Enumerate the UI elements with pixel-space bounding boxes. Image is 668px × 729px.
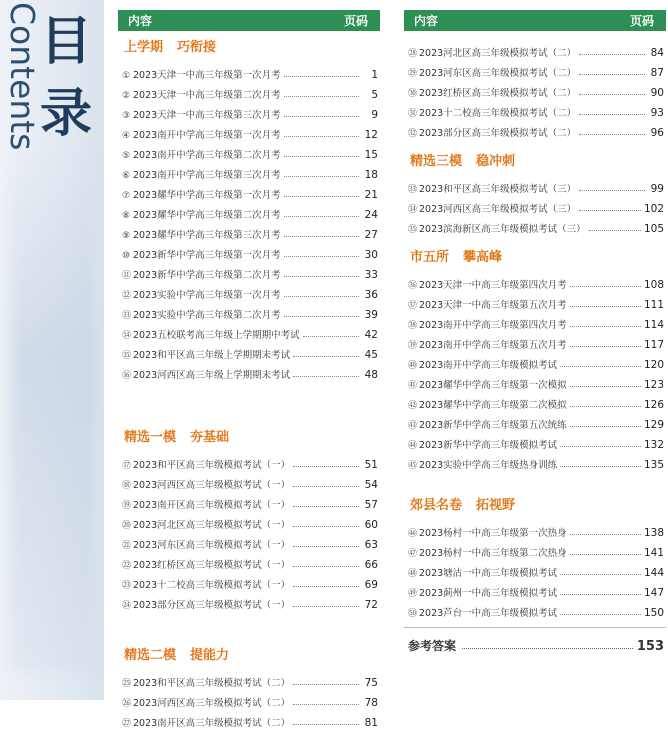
entry-number: ㊷ [408,401,418,411]
entry-number: ⑥ [122,171,131,181]
section-title [118,429,380,447]
entry-page: 132 [643,439,664,451]
entry-title: 2023耀华中学高三年级第二次月考 [133,210,281,221]
entry-number: ⑧ [122,211,131,221]
entry-number: ㉟ [408,225,418,235]
leader-dots [284,235,359,237]
entry-title: 2023新华中学高三年级第一次月考 [133,250,281,261]
toc-entry[interactable] [404,311,666,331]
toc-list [404,39,666,139]
entry-title: 2023新华中学高三年级第五次统练 [419,420,567,431]
entry-page: 51 [364,459,378,471]
entry-page: 69 [364,579,378,591]
entry-title: 2023天津一中高三年级第一次月考 [133,70,281,81]
leader-dots [284,275,359,277]
entry-title: 2023五校联考高三年级上学期期中考试 [133,330,300,341]
toc-entry[interactable] [404,599,666,619]
entry-number: ⑩ [122,251,131,261]
entry-title: 2023部分区高三年级模拟考试（二） [419,128,577,139]
entry-number: ㊻ [408,529,418,539]
entry-title: 2023河北区高三年级模拟考试（一） [133,520,291,531]
toc-entry[interactable] [118,591,380,611]
entry-page: 63 [364,539,378,551]
entry-page: 66 [364,559,378,571]
leader-dots [284,115,359,117]
entry-title: 2023塘沽一中高三年级模拟考试 [419,568,558,579]
answer-label: 参考答案 [408,639,457,653]
header-page-label: 页码 [629,14,654,28]
entry-page: 96 [650,127,664,139]
toc-entry[interactable] [118,61,380,81]
entry-page: 39 [364,309,378,321]
entry-number: ㉓ [122,581,132,591]
entry-number: ⑤ [122,151,131,161]
entry-page: 9 [371,109,378,121]
entry-title: 2023耀华中学高三年级第一次月考 [133,190,281,201]
leader-dots [560,613,641,615]
entry-page: 84 [650,47,664,59]
leader-dots [284,95,359,97]
entry-title: 2023河东区高三年级模拟考试（一） [133,540,291,551]
side-decoration [10,150,95,670]
entry-title: 2023实验中学高三年级第一次月考 [133,290,281,301]
section-title [404,249,666,267]
section-title-sub: 巧衔接 [177,40,217,55]
toc-list [118,61,380,381]
entry-title: 2023红桥区高三年级模拟考试（二） [419,88,577,99]
entry-page: 99 [650,183,664,195]
entry-number: ⑪ [122,271,132,281]
leader-dots [570,405,641,407]
entry-number: ㉘ [408,49,418,59]
entry-page: 21 [364,189,378,201]
section-title [118,39,380,57]
toc-column-right [404,10,666,654]
leader-dots [284,315,359,317]
entry-number: ① [122,71,131,81]
entry-number: ㊺ [408,461,418,471]
entry-title: 2023和平区高三年级上学期期末考试 [133,350,291,361]
entry-title: 2023芦台一中高三年级模拟考试 [419,608,558,619]
leader-dots [293,723,359,725]
entry-number: ㉑ [122,541,132,551]
toc-entry[interactable] [404,215,666,235]
entry-number: ㊳ [408,321,418,331]
toc-entry[interactable] [404,291,666,311]
answer-page: 153 [636,639,664,654]
header-page-label: 页码 [343,14,368,28]
leader-dots [284,175,359,177]
entry-number: ㉕ [122,679,132,689]
leader-dots [293,545,359,547]
entry-number: ㊿ [408,609,418,619]
entry-number: ⑲ [122,501,132,511]
toc-entry[interactable] [118,301,380,321]
entry-title: 2023耀华中学高三年级第三次月考 [133,230,281,241]
entry-title: 2023河西区高三年级模拟考试（一） [133,480,291,491]
entry-page: 5 [371,89,378,101]
entry-page: 81 [364,717,378,729]
entry-page: 90 [650,87,664,99]
entry-title: 2023杨村一中高三年级第二次热身 [419,548,567,559]
section-title-sub: 夯基础 [190,430,230,445]
entry-page: 108 [643,279,664,291]
toc-entry[interactable] [404,79,666,99]
entry-number: ㉙ [408,69,418,79]
entry-title: 2023天津一中高三年级第五次月考 [419,300,567,311]
leader-dots [570,385,641,387]
leader-dots [570,425,641,427]
entry-title: 2023滨海新区高三年级模拟考试（三） [419,224,586,235]
entry-number: ⑬ [122,311,132,321]
entry-page: 27 [364,229,378,241]
entry-page: 15 [364,149,378,161]
leader-dots [560,593,641,595]
toc-entry[interactable] [404,331,666,351]
entry-number: ⑭ [122,331,132,341]
leader-dots [293,485,359,487]
entry-page: 123 [643,379,664,391]
divider [404,627,666,628]
entry-title: 2023部分区高三年级模拟考试（一） [133,600,291,611]
entry-title: 2023河东区高三年级模拟考试（二） [419,68,577,79]
toc-entry[interactable] [404,271,666,291]
toc-entry[interactable] [118,281,380,301]
entry-page: 24 [364,209,378,221]
toc-entry[interactable] [118,201,380,221]
leader-dots [284,215,359,217]
entry-title: 2023和平区高三年级模拟考试（三） [419,184,577,195]
toc-entry[interactable] [118,669,380,689]
entry-title: 2023十二校高三年级模拟考试（一） [133,580,291,591]
toc-entry[interactable] [118,81,380,101]
entry-number: ㉔ [122,601,132,611]
toc-entry[interactable] [404,59,666,79]
contents-label: Contents [3,2,42,151]
entry-title: 2023天津一中高三年级第三次月考 [133,110,281,121]
entry-title: 2023南开中学高三年级第三次月考 [133,170,281,181]
entry-page: 60 [364,519,378,531]
page-title [36,6,96,150]
toc-column-left [118,10,380,729]
entry-page: 42 [364,329,378,341]
entry-page: 78 [364,697,378,709]
entry-number: ③ [122,111,131,121]
section-title-sub: 攀高峰 [463,250,503,265]
toc-list [404,175,666,235]
entry-number: ⑫ [122,291,132,301]
toc-entry[interactable] [404,351,666,371]
toc-entry[interactable] [118,221,380,241]
section-title-main: 郊县名卷 [410,498,463,513]
entry-page: 75 [364,677,378,689]
leader-dots [570,305,641,307]
leader-dots [284,295,359,297]
entry-number: ㊴ [408,341,418,351]
entry-page: 93 [650,107,664,119]
entry-number: ㉒ [122,561,132,571]
toc-entry[interactable] [118,689,380,709]
entry-number: ㉞ [408,205,418,215]
leader-dots [284,155,359,157]
leader-dots [284,195,359,197]
entry-title: 2023新华中学高三年级模拟考试 [419,440,558,451]
toc-entry[interactable] [118,141,380,161]
leader-dots [284,135,359,137]
toc-entry[interactable] [118,261,380,281]
entry-page: 87 [650,67,664,79]
toc-entry[interactable] [118,241,380,261]
entry-page: 57 [364,499,378,511]
leader-dots [579,113,645,115]
side-banner [0,0,104,700]
entry-number: ㊹ [408,441,418,451]
section-title-main: 市五所 [410,250,450,265]
section-title [404,497,666,515]
leader-dots [570,345,641,347]
entry-page: 12 [364,129,378,141]
entry-number: ㊽ [408,569,418,579]
toc-entry[interactable] [118,551,380,571]
leader-dots [579,189,645,191]
section-title [404,153,666,171]
entry-title: 2023河西区高三年级模拟考试（三） [419,204,577,215]
toc-entry[interactable] [404,175,666,195]
toc-entry[interactable] [118,451,380,471]
leader-dots [579,53,645,55]
entry-title: 2023十二校高三年级模拟考试（二） [419,108,577,119]
entry-title: 2023天津一中高三年级第四次月考 [419,280,567,291]
toc-entry[interactable] [118,571,380,591]
entry-number: ㊶ [408,381,418,391]
leader-dots [560,445,641,447]
toc-entry[interactable] [118,511,380,531]
entry-title: 2023河北区高三年级模拟考试（二） [419,48,577,59]
leader-dots [560,365,641,367]
entry-number: ㊾ [408,589,418,599]
entry-title: 2023红桥区高三年级模拟考试（一） [133,560,291,571]
entry-number: ② [122,91,131,101]
entry-title: 2023南开中学高三年级模拟考试 [419,360,558,371]
entry-page: 114 [643,319,664,331]
entry-number: ㊸ [408,421,418,431]
entry-title: 2023南开中学高三年级第一次月考 [133,130,281,141]
leader-dots [570,285,641,287]
leader-dots [579,73,645,75]
entry-title: 2023新华中学高三年级第二次月考 [133,270,281,281]
entry-page: 111 [643,299,664,311]
entry-title: 2023河西区高三年级上学期期末考试 [133,370,291,381]
entry-number: ⑦ [122,191,131,201]
entry-number: ⑳ [122,521,132,531]
toc-entry[interactable] [118,491,380,511]
entry-title: 2023南开中学高三年级第四次月考 [419,320,567,331]
section-title-sub: 稳冲刺 [476,154,516,169]
entry-title: 2023南开区高三年级模拟考试（二） [133,718,291,729]
entry-page: 48 [364,369,378,381]
toc-entry[interactable] [118,161,380,181]
entry-page: 33 [364,269,378,281]
leader-dots [293,565,359,567]
entry-number: ㉗ [122,719,132,729]
toc-entry[interactable] [118,709,380,729]
section-title-main: 精选二模 [124,648,177,663]
leader-dots [284,255,359,257]
toc-entry[interactable] [404,411,666,431]
toc-entry[interactable] [404,519,666,539]
section-title-main: 精选一模 [124,430,177,445]
entry-page: 135 [643,459,664,471]
toc-entry[interactable] [118,181,380,201]
entry-title: 2023耀华中学高三年级第一次模拟 [419,380,567,391]
entry-title: 2023天津一中高三年级第二次月考 [133,90,281,101]
entry-number: ⑮ [122,351,132,361]
section-title-sub: 提能力 [190,648,230,663]
entry-title: 2023蓟州一中高三年级模拟考试 [419,588,558,599]
entry-title: 2023和平区高三年级模拟考试（二） [133,678,291,689]
entry-number: ㊵ [408,361,418,371]
entry-page: 144 [643,567,664,579]
entry-page: 150 [643,607,664,619]
entry-page: 105 [643,223,664,235]
entry-page: 72 [364,599,378,611]
header-content-label: 内容 [414,14,439,28]
entry-number: ㉜ [408,129,418,139]
leader-dots [570,553,641,555]
entry-title: 2023和平区高三年级模拟考试（一） [133,460,291,471]
toc-entry[interactable] [404,371,666,391]
toc-list [118,451,380,611]
entry-page: 147 [643,587,664,599]
leader-dots [293,505,359,507]
entry-page: 102 [643,203,664,215]
entry-page: 129 [643,419,664,431]
entry-number: ㉛ [408,109,418,119]
section-title [118,647,380,665]
entry-number: ㉝ [408,185,418,195]
toc-entry[interactable] [404,99,666,119]
leader-dots [293,585,359,587]
page-title-char-2: 录 [39,84,92,144]
leader-dots [462,648,633,649]
entry-page: 54 [364,479,378,491]
leader-dots [293,605,359,607]
entry-number: ㊲ [408,301,418,311]
leader-dots [579,133,645,135]
toc-entry[interactable] [118,341,380,361]
entry-page: 18 [364,169,378,181]
leader-dots [293,465,359,467]
toc-entry[interactable] [404,195,666,215]
toc-entry[interactable] [118,361,380,381]
entry-number: ④ [122,131,131,141]
entry-title: 2023河西区高三年级模拟考试（二） [133,698,291,709]
leader-dots [570,325,641,327]
entry-title: 2023实验中学高三年级热身训练 [419,460,558,471]
entry-page: 36 [364,289,378,301]
entry-title: 2023耀华中学高三年级第二次模拟 [419,400,567,411]
leader-dots [579,209,641,211]
entry-number: ㉚ [408,89,418,99]
toc-list [118,669,380,729]
toc-entry[interactable] [118,121,380,141]
entry-page: 30 [364,249,378,261]
entry-number: ⑨ [122,231,131,241]
toc-entry-answers[interactable] [404,632,666,654]
leader-dots [293,525,359,527]
leader-dots [560,465,641,467]
leader-dots [284,75,359,77]
leader-dots [293,683,359,685]
entry-page: 126 [643,399,664,411]
entry-page: 1 [371,69,378,81]
toc-list [404,271,666,471]
entry-title: 2023杨村一中高三年级第一次热身 [419,528,567,539]
section-title-main: 上学期 [124,40,164,55]
entry-page: 117 [643,339,664,351]
toc-entry[interactable] [118,531,380,551]
toc-list [404,519,666,619]
entry-page: 120 [643,359,664,371]
entry-page: 141 [643,547,664,559]
toc-entry[interactable] [404,39,666,59]
page-title-char-1: 目 [39,12,92,72]
toc-entry[interactable] [404,579,666,599]
toc-entry[interactable] [404,391,666,411]
leader-dots [293,375,359,377]
leader-dots [570,533,641,535]
entry-page: 45 [364,349,378,361]
leader-dots [293,355,359,357]
leader-dots [560,573,641,575]
entry-number: ㉖ [122,699,132,709]
leader-dots [579,93,645,95]
entry-number: ㊱ [408,281,418,291]
leader-dots [303,335,359,337]
entry-page: 138 [643,527,664,539]
entry-title: 2023南开中学高三年级第二次月考 [133,150,281,161]
toc-entry[interactable] [118,471,380,491]
toc-entry[interactable] [404,431,666,451]
toc-entry[interactable] [404,451,666,471]
entry-number: ⑯ [122,371,132,381]
leader-dots [293,703,359,705]
toc-entry[interactable] [118,101,380,121]
entry-title: 2023南开中学高三年级第五次月考 [419,340,567,351]
leader-dots [589,229,641,231]
toc-header [118,10,380,31]
section-title-sub: 拓视野 [476,498,516,513]
header-content-label: 内容 [128,14,153,28]
entry-number: ⑰ [122,461,132,471]
toc-entry[interactable] [404,559,666,579]
section-title-main: 精选三模 [410,154,463,169]
toc-entry[interactable] [404,119,666,139]
entry-title: 2023实验中学高三年级第二次月考 [133,310,281,321]
entry-number: ㊼ [408,549,418,559]
toc-header [404,10,666,31]
entry-title: 2023南开区高三年级模拟考试（一） [133,500,291,511]
toc-entry[interactable] [404,539,666,559]
toc-entry[interactable] [118,321,380,341]
entry-number: ⑱ [122,481,132,491]
